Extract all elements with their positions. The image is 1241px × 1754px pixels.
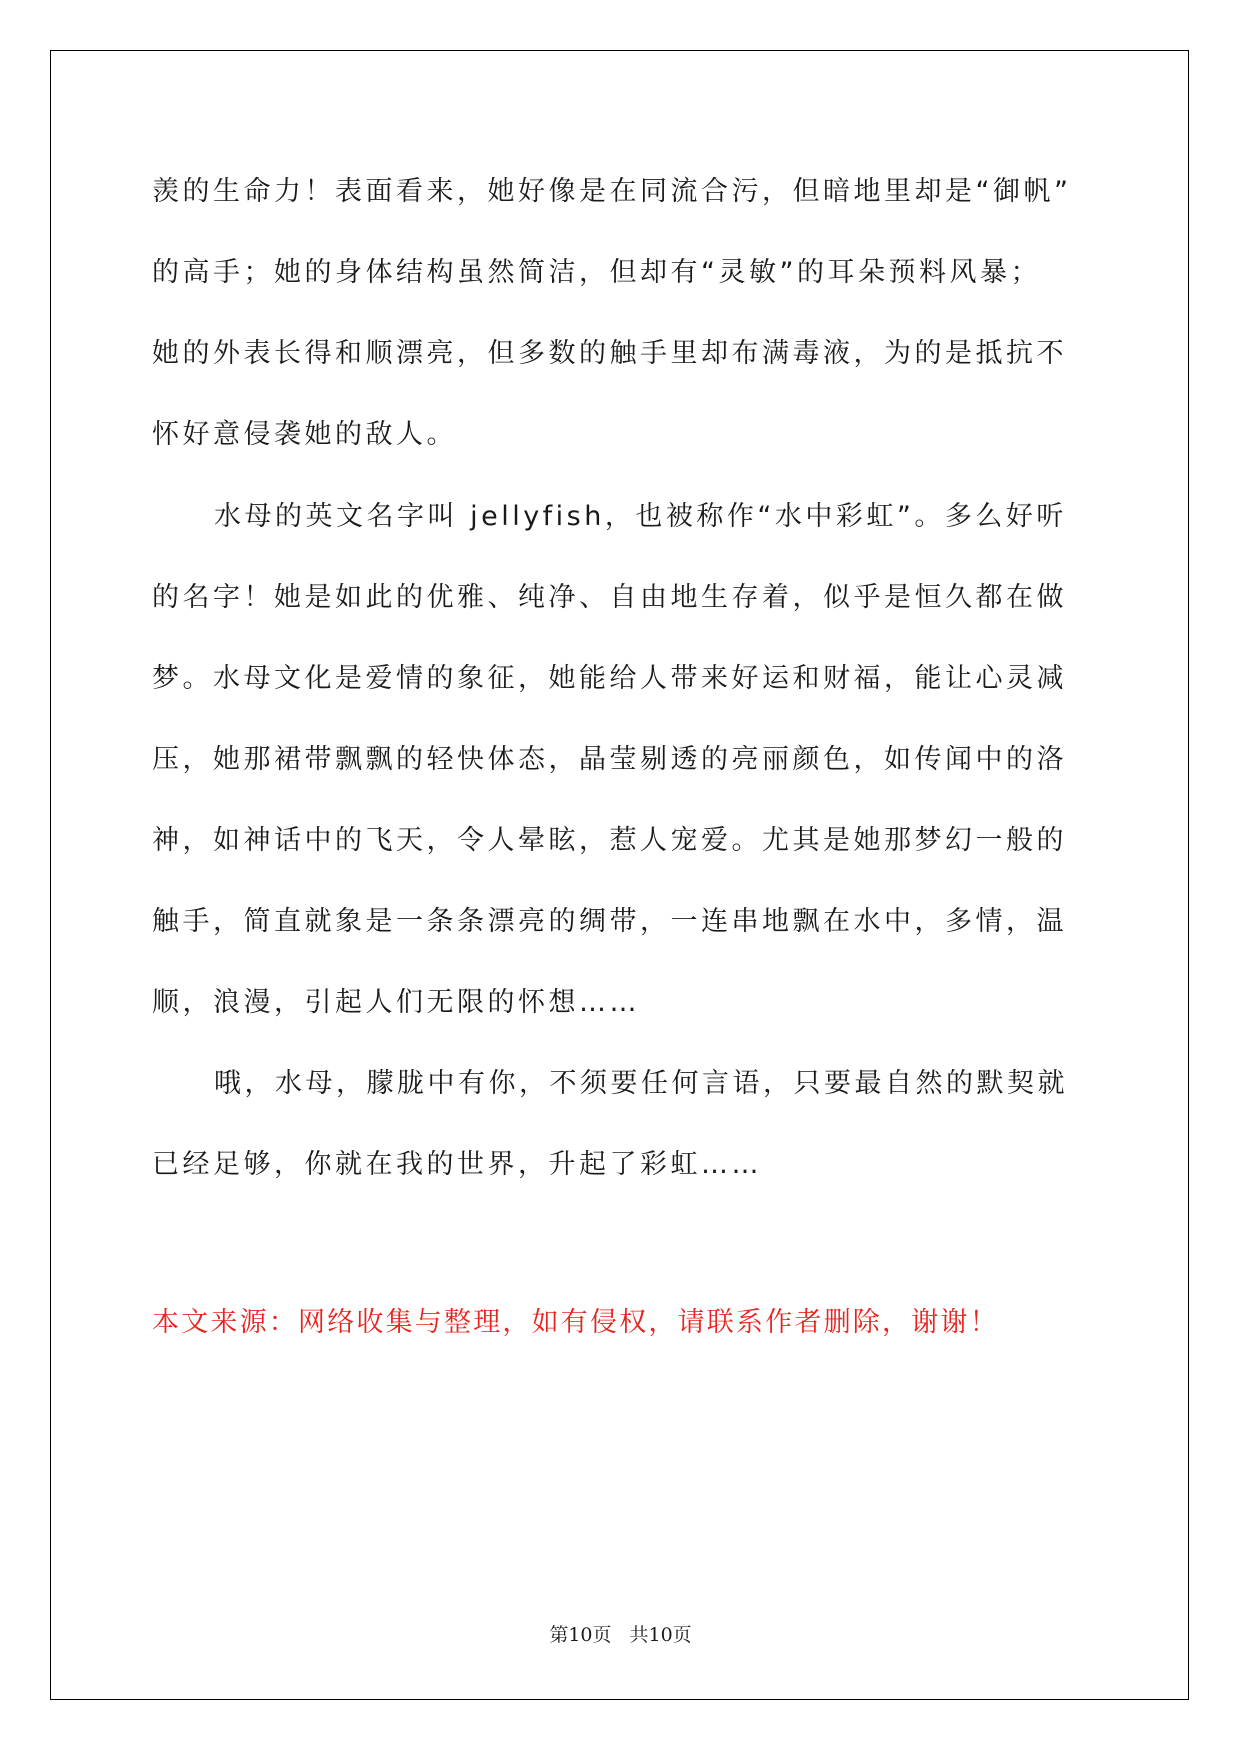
body-line: 她的外表长得和顺漂亮，但多数的触手里却布满毒液，为的是抵抗不 <box>152 338 1067 369</box>
body-line: 触手，简直就象是一条条漂亮的绸带，一连串地飘在水中，多情，温 <box>152 906 1067 937</box>
body-line: 梦。水母文化是爱情的象征，她能给人带来好运和财福，能让心灵减 <box>152 663 1067 694</box>
body-line: 神，如神话中的飞天，令人晕眩，惹人宠爱。尤其是她那梦幻一般的 <box>152 825 1067 856</box>
body-line: 顺，浪漫，引起人们无限的怀想…… <box>152 987 640 1018</box>
body-line: 怀好意侵袭她的敌人。 <box>152 419 457 450</box>
body-line: 的名字！她是如此的优雅、纯净、自由地生存着，似乎是恒久都在做 <box>152 582 1067 613</box>
page-total: 共10页 <box>629 1624 692 1646</box>
paragraph-start-line: 水母的英文名字叫 jellyfish，也被称作“水中彩虹”。多么好听 <box>214 501 1067 532</box>
body-line: 已经足够，你就在我的世界，升起了彩虹…… <box>152 1149 762 1180</box>
body-line: 羡的生命力！表面看来，她好像是在同流合污，但暗地里却是“御帆” <box>152 176 1072 207</box>
page-border <box>50 50 1189 1700</box>
page-number: 第10页 <box>549 1624 612 1646</box>
source-note: 本文来源：网络收集与整理，如有侵权，请联系作者删除，谢谢！ <box>152 1307 999 1338</box>
body-line: 的高手；她的身体结构虽然简洁，但却有“灵敏”的耳朵预料风暴； <box>152 257 1041 288</box>
body-line: 压，她那裙带飘飘的轻快体态，晶莹剔透的亮丽颜色，如传闻中的洛 <box>152 744 1067 775</box>
page-footer <box>0 1620 1241 1647</box>
paragraph-start-line: 哦，水母，朦胧中有你，不须要任何言语，只要最自然的默契就 <box>214 1068 1068 1099</box>
